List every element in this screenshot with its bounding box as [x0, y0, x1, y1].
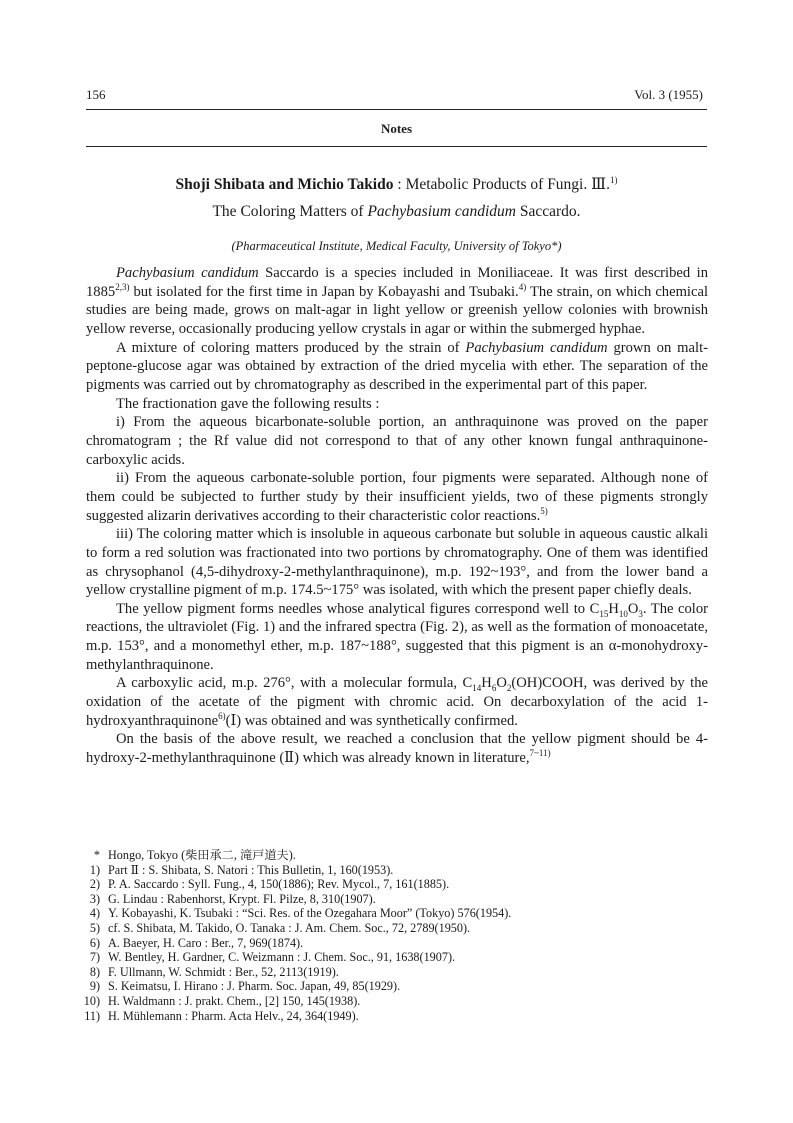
footnote-mark: 8) [89, 964, 100, 979]
footnote-mark: 9) [89, 979, 100, 994]
paragraph-text: A carboxylic acid, m.p. 276°, with a molecular formula, C [116, 675, 473, 692]
footnote-text: H. Waldmann : J. prakt. Chem., [2] 150, 145(1938). [108, 993, 361, 1008]
footnote-ref: 5) [540, 505, 548, 516]
species-name: Pachybasium candidum [116, 265, 259, 281]
paragraph [86, 730, 708, 767]
paragraph-text: The strain, on which chemical studies are being made, grows on malt-agar in light yellow or greenish yellow colonies with brownish yellow reverse, occasionally producing yellow crystals in agar or within the submerged hyphae. [86, 283, 708, 337]
paragraph [86, 339, 708, 395]
paragraph-text: The yellow pigment forms needles whose analytical figures correspond well to C [116, 600, 600, 617]
paragraph-text: A mixture of coloring matters produced by the strain of [116, 339, 466, 356]
subtitle-suffix: Saccardo. [515, 203, 581, 220]
subtitle-prefix: The Coloring Matters of [212, 203, 368, 220]
paragraph [86, 674, 708, 730]
paragraph-text: but isolated for the first time in Japan by Kobayashi and Tsubaki. [129, 283, 519, 300]
footnote-mark: 6) [89, 935, 100, 950]
species-name: Pachybasium candidum [465, 339, 608, 356]
formula-element: H [608, 600, 619, 617]
footnote-ref: 2,3) [115, 281, 130, 292]
footnote-text: F. Ullmann, W. Schmidt : Ber., 52, 2113(1919). [108, 964, 339, 979]
formula-element: O [627, 600, 639, 617]
footnote [74, 950, 714, 965]
footnotes [74, 848, 714, 1023]
footnote [74, 1009, 714, 1024]
footnote [74, 877, 714, 892]
formula-subscript: 14 [472, 683, 482, 694]
footnote-mark: 7) [89, 950, 100, 965]
footnote-mark: 2) [89, 877, 100, 892]
footnote-text: Hongo, Tokyo (柴田承二, 滝戸道夫). [108, 848, 296, 862]
footnote-mark: * [93, 848, 100, 862]
species-name: Pachybasium candidum [367, 203, 516, 220]
formula-subscript: 15 [599, 608, 609, 619]
paragraph [86, 600, 708, 675]
footnote [74, 979, 714, 994]
article-title [0, 175, 793, 194]
article-subtitle [0, 203, 793, 221]
footnote-mark: 10) [83, 993, 100, 1008]
formula-subscript: 2 [506, 683, 512, 694]
footnote [74, 965, 714, 980]
paragraph-text: grown on malt-peptone-glucose agar was obtained by extraction of the dried mycelia with ether. The separation of the pigments was carried out by chromatography as described in the experimental part of this paper. [86, 339, 708, 393]
footnote-text: H. Mühlemann : Pharm. Acta Helv., 24, 364(1949). [108, 1008, 359, 1023]
section-label: Notes [380, 121, 413, 136]
footnote-mark: 11) [84, 1008, 100, 1023]
formula-element: H [481, 675, 492, 692]
footnote [74, 848, 714, 863]
footnote-text: cf. S. Shibata, M. Takido, O. Tanaka : J. Am. Chem. Soc., 72, 2789(1950). [108, 920, 471, 935]
paragraph [86, 264, 708, 339]
result-item-iii: iii) The coloring matter which is insoluble in aqueous carbonate but soluble in aqueous caustic alkali to form a red solution was fractionated into two portions by chromatography. One of them was identified as chrysophanol (4,5-dihydroxy-2-methylanthraquinone), m.p. 192~193°, and from the lower band a yellow crystalline pigment of m.p. 174.5~175° was isolated, with which the present paper chiefly deals. [86, 526, 708, 599]
footnote [74, 906, 714, 921]
section-rule [86, 146, 707, 147]
formula-subscript: 6 [491, 683, 497, 694]
footnote-ref: 7~11) [529, 748, 551, 759]
authors: Shoji Shibata and Michio Takido [175, 176, 394, 193]
footnote-ref: 4) [518, 281, 527, 292]
footnote [74, 892, 714, 907]
footnote-mark: 3) [89, 891, 100, 906]
footnote-mark: 4) [89, 906, 100, 921]
footnote-text: P. A. Saccardo : Syll. Fung., 4, 150(1886); Rev. Mycol., 7, 161(1885). [108, 877, 450, 892]
volume-label: Vol. 3 (1955) [634, 87, 703, 102]
formula-element: O [496, 675, 507, 692]
paragraph-text: (Ⅰ) was obtained and was synthetically confirmed. [225, 712, 518, 729]
formula-subscript: 3 [638, 608, 643, 619]
article-body [86, 264, 708, 768]
affiliation: (Pharmaceutical Institute, Medical Faculty, University of Tokyo*) [231, 239, 562, 253]
footnote-mark: 1) [89, 862, 100, 877]
footnote [74, 994, 714, 1009]
paragraph-text: . The color reactions, the ultraviolet (Fig. 1) and the infrared spectra (Fig. 2), as well as the formation of monoacetate, m.p. 153°, and a monomethyl ether, m.p. 187~188°, suggested that this pigment is an α-monohydroxy-methylanthraquinone. [86, 600, 708, 673]
footnote [74, 936, 714, 951]
paragraph-text: (OH)COOH, was derived by the oxidation of the acetate of the pigment with chromic acid. On decarboxylation of the acid 1-hydroxyanthraquinone [86, 675, 708, 729]
paragraph: The fractionation gave the following results : [116, 395, 380, 412]
footnote-text: Y. Kobayashi, K. Tsubaki : “Sci. Res. of the Ozegahara Moor” (Tokyo) 576(1954). [108, 906, 512, 921]
footnote-ref: 1) [609, 174, 618, 185]
footnote-text: S. Keimatsu, I. Hirano : J. Pharm. Soc. Japan, 49, 85(1929). [108, 979, 401, 994]
footnote-ref: 6) [218, 710, 226, 721]
footnote [74, 863, 714, 878]
paragraph-text: ii) From the aqueous carbonate-soluble portion, four pigments were separated. Although none of them could be subjected to further study by their insufficient yields, two of these pigments strongly suggested alizarin derivatives according to their characteristic color reactions. [86, 470, 708, 524]
paragraph-text: On the basis of the above result, we reached a conclusion that the yellow pigment should be 4-hydroxy-2-methylanthraquinone (Ⅱ) which was already known in literature, [86, 731, 708, 767]
footnote-text: W. Bentley, H. Gardner, C. Weizmann : J. Chem. Soc., 91, 1638(1907). [108, 950, 456, 965]
title-separator: : [393, 176, 406, 193]
series-title: Metabolic Products of Fungi. Ⅲ. [405, 176, 610, 193]
result-item-i: i) From the aqueous bicarbonate-soluble portion, an anthraquinone was proved on the paper chromatogram ; the Rf value did not correspond to that of any other known fungal anthraquinone-carboxylic acids. [86, 414, 708, 468]
footnote-text: Part Ⅱ : S. Shibata, S. Natori : This Bulletin, 1, 160(1953). [108, 862, 394, 877]
footnote-text: G. Lindau : Rabenhorst, Krypt. Fl. Pilze, 8, 310(1907). [108, 891, 376, 906]
page-number: 156 [86, 87, 106, 102]
paragraph-text: Saccardo is a species included in Moniliaceae. It was first described in 1885 [86, 265, 708, 300]
footnote-text: A. Baeyer, H. Caro : Ber., 7, 969(1874). [108, 935, 304, 950]
formula-subscript: 10 [618, 608, 628, 619]
footnote-mark: 5) [89, 920, 100, 935]
result-item-ii [86, 469, 708, 525]
header-rule [86, 109, 707, 110]
footnote [74, 921, 714, 936]
